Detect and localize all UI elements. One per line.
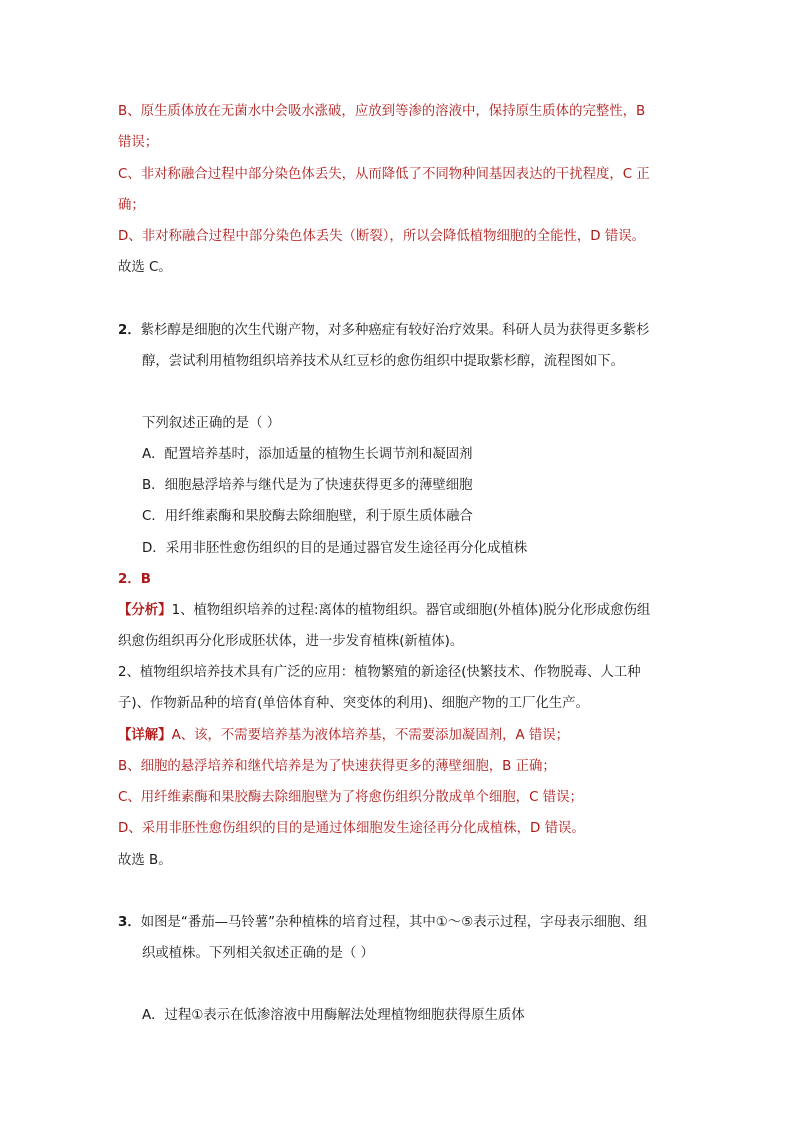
prev-detail-c-line2: 确； — [118, 198, 145, 213]
q2-answer: 2．B — [118, 572, 151, 587]
q3-number: 3． — [118, 915, 141, 930]
q2-analysis-line1 — [118, 602, 650, 620]
q2-stem-line2: 醇，尝试利用植物组织培养技术从红豆杉的愈伤组织中提取紫杉醇，流程图如下。 — [142, 354, 625, 369]
q2-conclusion: 故选 B。 — [118, 853, 172, 868]
q2-number: 2． — [118, 323, 141, 338]
prev-detail-b-line2: 错误； — [118, 135, 159, 150]
prev-detail-d-line1: D、非对称融合过程中部分染色体丢失（断裂），所以会降低植物细胞的全能性，D 错误。 — [118, 229, 646, 244]
q2-analysis-line4: 子)、作物新品种的培育(单倍体育种、突变体的利用)、细胞产物的工厂化生产。 — [118, 696, 589, 711]
analysis-text-1: 1、植物组织培养的过程:离体的植物组织。器官或细胞(外植体)脱分化形成愈伤组 — [171, 603, 651, 618]
q2-option-c: C．用纤维素酶和果胶酶去除细胞壁，利于原生质体融合 — [142, 509, 473, 524]
q2-analysis-line2: 织愈伤组织再分化形成胚状体，进一步发育植株(新植体)。 — [118, 634, 464, 649]
q2-detail-d: D、采用非胚性愈伤组织的目的是通过体细胞发生途径再分化成植株，D 错误。 — [118, 821, 585, 836]
detail-text-a: A、该，不需要培养基为液体培养基，不需要添加凝固剂，A 错误； — [171, 728, 570, 743]
prev-detail-b-line1: B、原生质体放在无菌水中会吸水涨破，应放到等渗的溶液中，保持原生质体的完整性，B — [118, 104, 646, 119]
q2-detail-c: C、用纤维素酶和果胶酶去除细胞壁为了将愈伤组织分散成单个细胞，C 错误； — [118, 790, 583, 805]
analysis-tag: 【分析】 — [118, 603, 172, 618]
q3-stem-line1 — [118, 914, 647, 932]
q3-stem-line2: 织或植株。下列相关叙述正确的是（ ） — [142, 946, 374, 961]
prev-conclusion: 故选 C。 — [118, 260, 172, 275]
prev-detail-c-line1: C、非对称融合过程中部分染色体丢失，从而降低了不同物种间基因表达的干扰程度，C 正 — [118, 167, 650, 182]
q2-stem-text: 紫杉醇是细胞的次生代谢产物，对多种癌症有较好治疗效果。科研人员为获得更多紫杉 — [140, 323, 650, 338]
q3-stem-text: 如图是“番茄—马铃薯”杂种植株的培育过程，其中①～⑤表示过程，字母表示细胞、组 — [140, 915, 648, 930]
q2-option-a: A．配置培养基时，添加适量的植物生长调节剂和凝固剂 — [142, 447, 473, 462]
q2-analysis-line3: 2、植物组织培养技术具有广泛的应用：植物繁殖的新途径(快繁技术、作物脱毒、人工种 — [118, 665, 641, 680]
q2-prompt: 下列叙述正确的是（ ） — [142, 416, 281, 431]
q2-detail-a-line — [118, 727, 569, 745]
q3-option-a: A．过程①表示在低渗溶液中用酶解法处理植物细胞获得原生质体 — [142, 1008, 525, 1023]
q2-detail-b: B、细胞的悬浮培养和继代培养是为了快速获得更多的薄壁细胞，B 正确； — [118, 759, 556, 774]
detail-tag: 【详解】 — [118, 728, 172, 743]
q2-option-b: B．细胞悬浮培养与继代是为了快速获得更多的薄壁细胞 — [142, 478, 473, 493]
q2-option-d: D．采用非胚性愈伤组织的目的是通过器官发生途径再分化成植株 — [142, 541, 528, 556]
q2-stem-line1 — [118, 322, 650, 340]
